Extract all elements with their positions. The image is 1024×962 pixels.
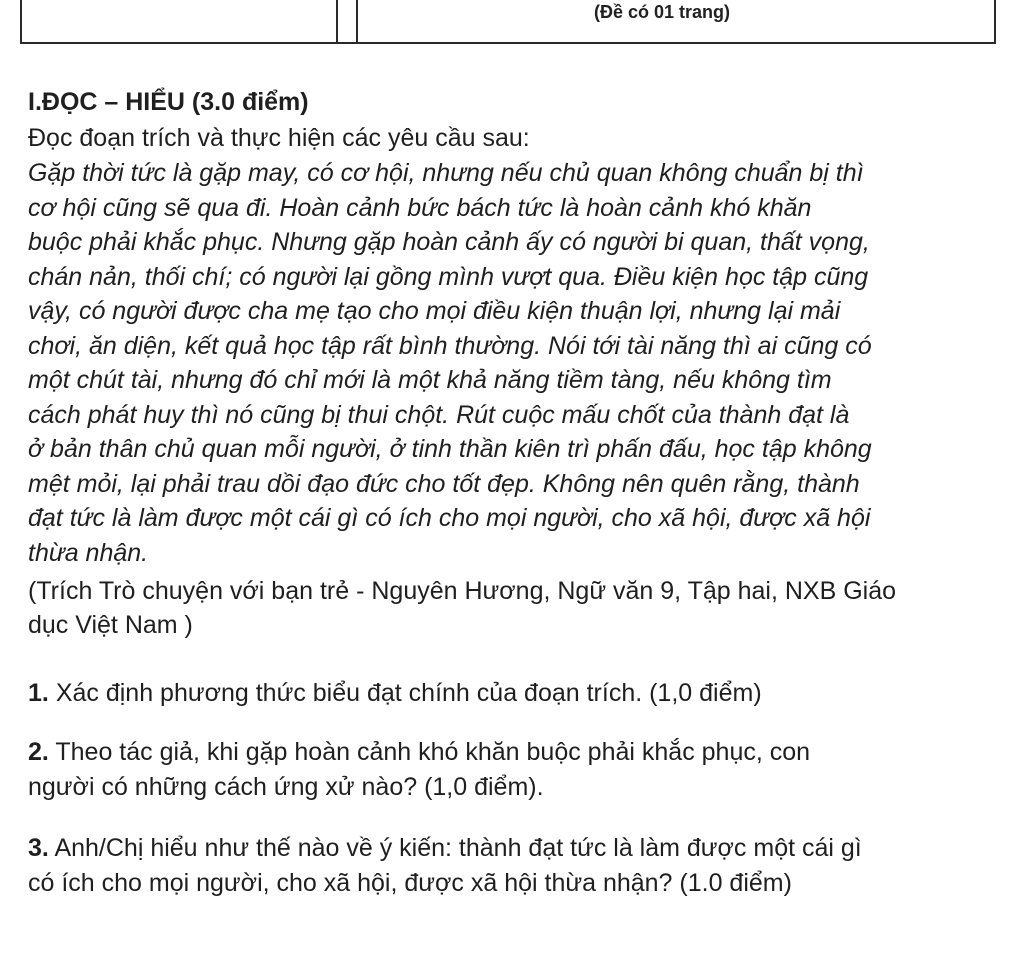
passage-line: Gặp thời tức là gặp may, có cơ hội, nhưng nếu chủ quan không chuẩn bị thì	[28, 159, 864, 187]
passage-line: vậy, có người được cha mẹ tạo cho mọi điều kiện thuận lợi, nhưng lại mải	[28, 297, 841, 325]
question-1	[28, 676, 1024, 711]
passage-line: cơ hội cũng sẽ qua đi. Hoàn cảnh bức bách tức là hoàn cảnh khó khăn	[28, 193, 812, 222]
passage-line: chán nản, thối chí; có người lại gồng mình vượt qua. Điều kiện học tập cũng	[28, 262, 869, 291]
source-line: (Trích Trò chuyện với bạn trẻ - Nguyên Hương, Ngữ văn 9, Tập hai, NXB Giáo	[28, 577, 897, 605]
passage-line: chơi, ăn diện, kết quả học tập rất bình thường. Nói tới tài năng thì ai cũng có	[28, 331, 872, 360]
source-line: dục Việt Nam )	[28, 611, 193, 639]
header-divider	[356, 0, 358, 42]
question-number: 3.	[28, 834, 49, 862]
exam-header-table	[20, 0, 996, 44]
question-2	[28, 735, 1024, 805]
page-count-note: (Đề có 01 trang)	[594, 2, 731, 22]
passage	[28, 156, 1024, 570]
question-text: người có những cách ứng xử nào? (1,0 điểm).	[28, 773, 544, 801]
question-number: 1.	[28, 679, 49, 707]
section-instruction: Đọc đoạn trích và thực hiện các yêu cầu sau:	[28, 124, 530, 152]
question-text: có ích cho mọi người, cho xã hội, được xã hội thừa nhận? (1.0 điểm)	[28, 869, 792, 897]
passage-line: thừa nhận.	[28, 538, 149, 567]
question-3	[28, 831, 1024, 901]
question-number: 2.	[28, 738, 49, 766]
passage-line: buộc phải khắc phục. Nhưng gặp hoàn cảnh ấy có người bi quan, thất vọng,	[28, 228, 870, 256]
passage-line: cách phát huy thì nó cũng bị thui chột. Rút cuộc mấu chốt của thành đạt là	[28, 400, 850, 429]
passage-source	[28, 574, 1024, 642]
question-text: Anh/Chị hiểu như thế nào về ý kiến: thành đạt tức là làm được một cái gì	[54, 834, 862, 862]
reading-section	[28, 84, 1024, 901]
passage-line: một chút tài, nhưng đó chỉ mới là một khả năng tiềm tàng, nếu không tìm	[28, 366, 832, 394]
section-title: I.ĐỌC – HIỂU (3.0 điểm)	[28, 88, 309, 116]
question-text: Xác định phương thức biểu đạt chính của đoạn trích. (1,0 điểm)	[55, 679, 762, 707]
passage-line: đạt tức là làm được một cái gì có ích cho mọi người, cho xã hội, được xã hội	[28, 504, 871, 532]
header-divider	[336, 0, 338, 42]
passage-line: ở bản thân chủ quan mỗi người, ở tinh thần kiên trì phấn đấu, học tập không	[28, 435, 872, 463]
passage-line: mệt mỏi, lại phải trau dồi đạo đức cho tốt đẹp. Không nên quên rằng, thành	[28, 469, 860, 498]
question-text: Theo tác giả, khi gặp hoàn cảnh khó khăn buộc phải khắc phục, con	[55, 738, 811, 766]
